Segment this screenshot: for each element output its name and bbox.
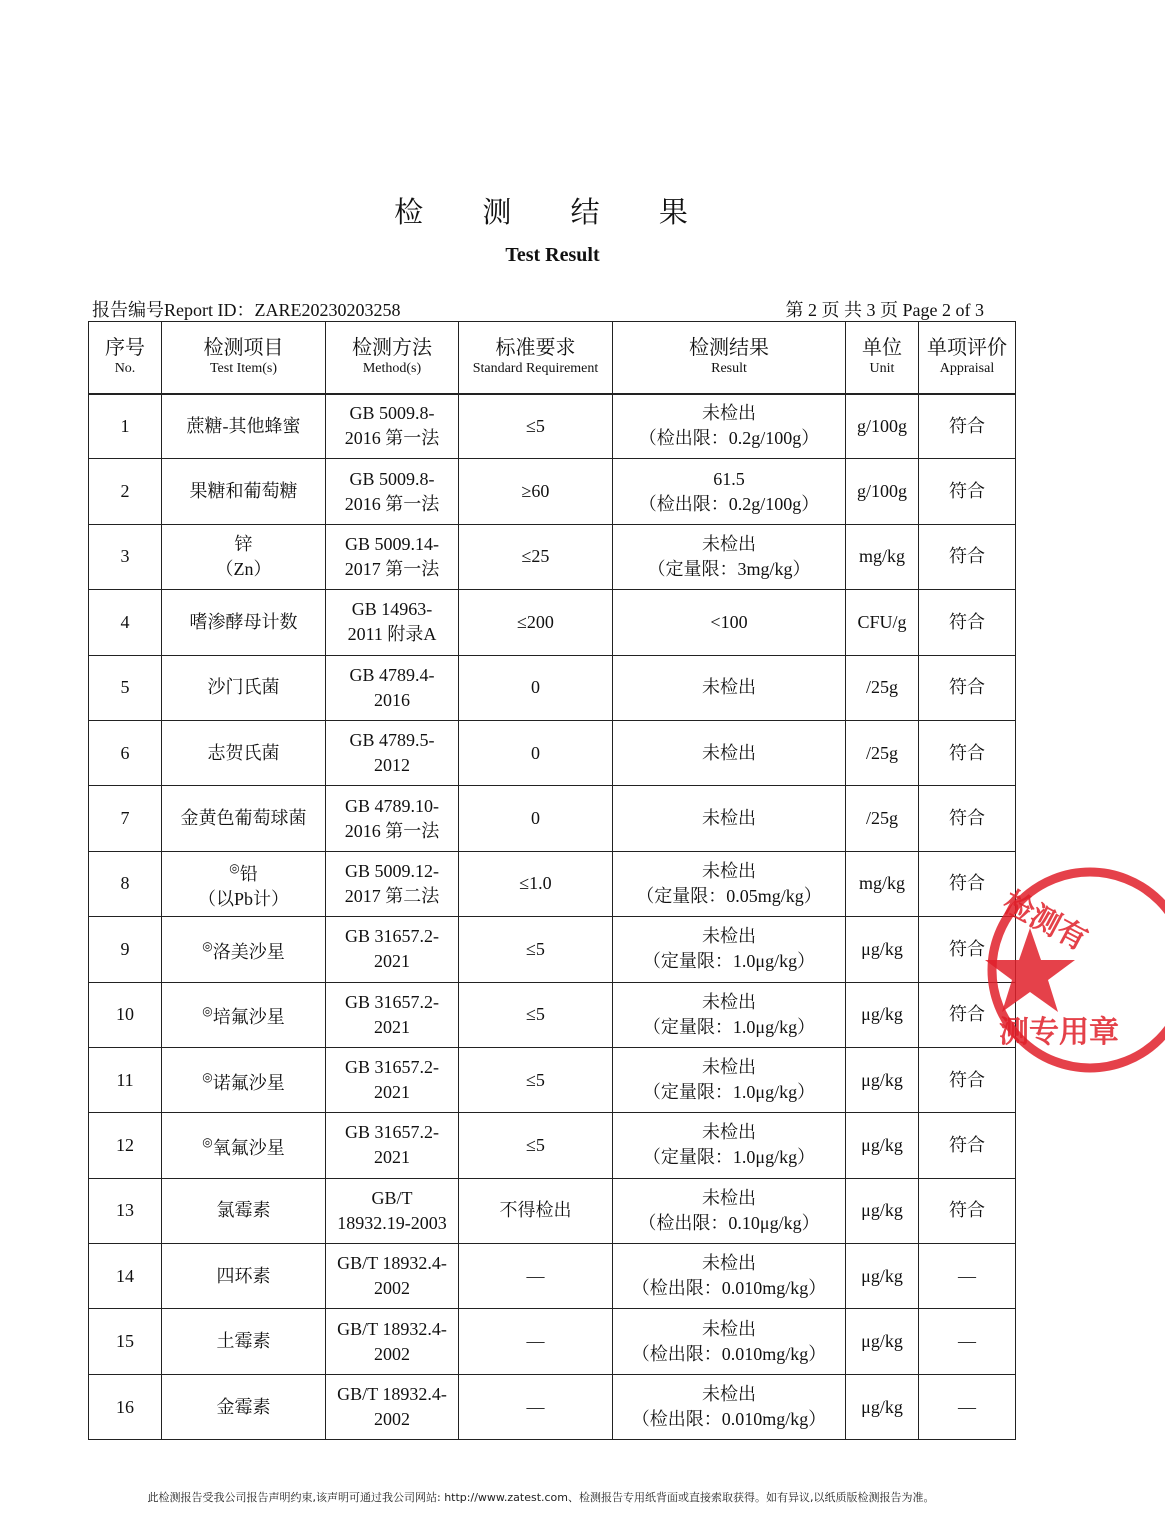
method-line-1: GB 5009.8- [349, 403, 435, 424]
result-limit: （检出限：0.2g/100g） [638, 428, 820, 449]
column-header-cn: 序号 [105, 337, 145, 360]
method-line-2: 2021 [374, 1147, 410, 1168]
result-limit: （定量限：0.05mg/kg） [636, 885, 822, 906]
table-row [89, 982, 1016, 1047]
table-row [89, 1113, 1016, 1178]
cell-standard-requirement: ≥60 [459, 459, 613, 524]
test-item-text: 氧氟沙星 [212, 1137, 285, 1158]
cell-standard-requirement: ≤1.0 [459, 851, 613, 916]
cell-unit: μg/kg [846, 1113, 919, 1178]
cell-test-item [162, 1244, 326, 1309]
cell-result [613, 982, 846, 1047]
result-limit: （定量限：1.0μg/kg） [642, 1147, 816, 1168]
column-header-cn: 检测项目 [203, 337, 284, 360]
cell-no: 5 [89, 655, 162, 720]
method-line-1: GB 31657.2- [345, 991, 439, 1012]
cell-standard-requirement: ≤200 [459, 590, 613, 655]
cell-standard-requirement: ≤5 [459, 1047, 613, 1112]
result-limit: （定量限：1.0μg/kg） [642, 1082, 816, 1103]
test-item-text: 铅 [239, 863, 258, 884]
table-row [89, 590, 1016, 655]
cell-result [613, 1309, 846, 1374]
column-header-en: Test Item(s) [209, 361, 278, 377]
cell-method [326, 917, 459, 982]
result-value: 未检出 [702, 808, 756, 829]
cell-result [613, 524, 846, 589]
method-line-2: 2021 [374, 1016, 410, 1037]
cell-appraisal: 符合 [919, 655, 1016, 720]
cell-no: 1 [89, 394, 162, 459]
column-header-en: Appraisal [939, 361, 995, 377]
column-header [459, 322, 613, 394]
test-item-note: （Zn） [215, 558, 272, 579]
cell-method [326, 720, 459, 785]
cell-no: 11 [89, 1047, 162, 1112]
result-value: 未检出 [702, 403, 756, 424]
cell-unit: g/100g [846, 394, 919, 459]
result-limit: （检出限：0.010mg/kg） [631, 1409, 827, 1430]
cell-result [613, 720, 846, 785]
cell-appraisal: 符合 [919, 1178, 1016, 1243]
cell-result [613, 459, 846, 524]
test-item-name [164, 741, 323, 766]
column-header-en: No. [114, 361, 136, 377]
cell-standard-requirement: — [459, 1244, 613, 1309]
method-line-1: GB 4789.4- [349, 664, 435, 685]
cell-unit: μg/kg [846, 1374, 919, 1439]
cell-test-item [162, 524, 326, 589]
test-item-name [164, 675, 323, 700]
cell-result [613, 590, 846, 655]
column-header-cn: 单项评价 [927, 337, 1007, 360]
cell-method [326, 1047, 459, 1112]
cell-test-item [162, 394, 326, 459]
cell-appraisal: 符合 [919, 917, 1016, 982]
method-line-1: GB 31657.2- [345, 926, 439, 947]
cell-result [613, 1047, 846, 1112]
method-line-2: 2016 第一法 [344, 428, 440, 449]
test-item-text: 果糖和葡萄糖 [189, 481, 298, 502]
cell-no: 4 [89, 590, 162, 655]
method-line-1: GB/T 18932.4- [337, 1384, 447, 1405]
method-line-2: 2012 [374, 755, 410, 776]
cell-standard-requirement: ≤5 [459, 917, 613, 982]
table-row [89, 1178, 1016, 1243]
cell-appraisal: 符合 [919, 459, 1016, 524]
result-value: 未检出 [702, 1253, 756, 1274]
test-item-text: 金霉素 [216, 1396, 271, 1417]
cell-no: 10 [89, 982, 162, 1047]
table-row [89, 917, 1016, 982]
method-line-2: 2016 第一法 [344, 493, 440, 514]
method-line-1: GB 14963- [351, 599, 433, 620]
column-header [162, 322, 326, 394]
column-header-en: Unit [869, 361, 895, 377]
result-value: 未检出 [702, 1057, 756, 1078]
test-item-text: 志贺氏菌 [207, 742, 280, 763]
cell-standard-requirement: 0 [459, 655, 613, 720]
cell-method [326, 1244, 459, 1309]
test-item-name [164, 1395, 323, 1420]
svg-text:检测有: 检测有 [997, 884, 1094, 958]
cell-test-item [162, 1309, 326, 1374]
cell-test-item [162, 1047, 326, 1112]
method-line-2: 2017 第一法 [344, 558, 440, 579]
controlled-mark-icon: ◎ [202, 1134, 213, 1149]
cell-result [613, 851, 846, 916]
table-row [89, 459, 1016, 524]
report-id: 报告编号Report ID：ZARE20230203258 [92, 300, 401, 320]
cell-result [613, 786, 846, 851]
controlled-mark-icon: ◎ [202, 1004, 213, 1019]
column-header [919, 322, 1016, 394]
table-row [89, 1047, 1016, 1112]
test-item-name [164, 856, 323, 887]
cell-appraisal: 符合 [919, 786, 1016, 851]
method-line-2: 18932.19-2003 [337, 1212, 447, 1233]
page-number: 第 2 页 共 3 页 Page 2 of 3 [785, 300, 984, 320]
svg-text:测专用章: 测专用章 [999, 1015, 1119, 1050]
test-item-text: 培氟沙星 [212, 1007, 285, 1028]
table-row [89, 786, 1016, 851]
table-row [89, 1309, 1016, 1374]
cell-appraisal: 符合 [919, 982, 1016, 1047]
test-item-name [164, 1065, 323, 1096]
column-header-en: Result [711, 361, 747, 377]
method-line-2: 2016 [374, 689, 410, 710]
result-limit: （定量限：1.0μg/kg） [642, 1016, 816, 1037]
cell-no: 3 [89, 524, 162, 589]
result-limit: （检出限：0.10μg/kg） [638, 1212, 820, 1233]
cell-unit: μg/kg [846, 1047, 919, 1112]
test-item-text: 嗜渗酵母计数 [189, 611, 298, 632]
test-item-text: 氯霉素 [216, 1200, 271, 1221]
method-line-2: 2021 [374, 1082, 410, 1103]
method-line-1: GB/T 18932.4- [337, 1318, 447, 1339]
test-item-text: 土霉素 [216, 1331, 271, 1352]
cell-appraisal: 符合 [919, 1113, 1016, 1178]
test-item-text: 金黄色葡萄球菌 [180, 808, 307, 829]
test-item-name [164, 934, 323, 965]
method-line-2: 2002 [374, 1409, 410, 1430]
cell-test-item [162, 1178, 326, 1243]
cell-test-item [162, 982, 326, 1047]
result-value: 未检出 [702, 1187, 756, 1208]
method-line-2: 2002 [374, 1278, 410, 1299]
cell-test-item [162, 1374, 326, 1439]
test-item-name [164, 1198, 323, 1223]
company-seal-stamp [985, 860, 1165, 1080]
controlled-mark-icon: ◎ [202, 938, 213, 953]
cell-result [613, 1178, 846, 1243]
cell-result [613, 655, 846, 720]
table-row [89, 1244, 1016, 1309]
cell-no: 8 [89, 851, 162, 916]
cell-test-item [162, 1113, 326, 1178]
method-line-1: GB 4789.10- [345, 795, 439, 816]
cell-test-item [162, 459, 326, 524]
test-item-name [164, 479, 323, 504]
column-header-en: Method(s) [362, 361, 422, 377]
result-value: 未检出 [702, 677, 756, 698]
result-value: 未检出 [702, 1318, 756, 1339]
test-item-note: （以Pb计） [197, 888, 289, 909]
cell-unit: μg/kg [846, 982, 919, 1047]
cell-no: 14 [89, 1244, 162, 1309]
cell-test-item [162, 851, 326, 916]
result-limit: （定量限：3mg/kg） [647, 558, 811, 579]
page-title: 检 测 结 果 [394, 197, 714, 229]
cell-method [326, 1113, 459, 1178]
cell-unit: μg/kg [846, 1309, 919, 1374]
cell-method [326, 1178, 459, 1243]
test-item-name [164, 532, 323, 557]
method-line-2: 2017 第二法 [344, 885, 440, 906]
column-header-cn: 标准要求 [495, 337, 576, 360]
result-value: <100 [710, 611, 748, 632]
cell-appraisal: 符合 [919, 720, 1016, 785]
footer-disclaimer: 此检测报告受我公司报告声明约束,该声明可通过我公司网站: http://www.zatest.com、检测报告专用纸背面或直接索取获得。如有异议,以纸质版检测报告为准。 [147, 1491, 935, 1504]
cell-appraisal: 符合 [919, 524, 1016, 589]
table-row [89, 720, 1016, 785]
cell-appraisal: — [919, 1374, 1016, 1439]
column-header [89, 322, 162, 394]
cell-unit: μg/kg [846, 1244, 919, 1309]
cell-method [326, 1309, 459, 1374]
result-limit: （检出限：0.2g/100g） [638, 493, 820, 514]
table-row [89, 394, 1016, 459]
cell-standard-requirement: 0 [459, 720, 613, 785]
cell-method [326, 590, 459, 655]
cell-unit: CFU/g [846, 590, 919, 655]
method-line-1: GB 5009.8- [349, 468, 435, 489]
cell-method [326, 982, 459, 1047]
result-limit: （定量限：1.0μg/kg） [642, 951, 816, 972]
cell-standard-requirement: — [459, 1374, 613, 1439]
table-header-row [89, 322, 1016, 394]
test-item-text: 沙门氏菌 [207, 677, 280, 698]
test-item-name [164, 1329, 323, 1354]
test-item-text: 诺氟沙星 [212, 1072, 285, 1093]
cell-test-item [162, 720, 326, 785]
cell-result [613, 1113, 846, 1178]
cell-standard-requirement: 不得检出 [459, 1178, 613, 1243]
method-line-2: 2002 [374, 1343, 410, 1364]
cell-standard-requirement: — [459, 1309, 613, 1374]
method-line-1: GB 31657.2- [345, 1057, 439, 1078]
cell-unit: /25g [846, 786, 919, 851]
cell-test-item [162, 917, 326, 982]
cell-no: 16 [89, 1374, 162, 1439]
test-item-name [164, 806, 323, 831]
result-value: 61.5 [713, 468, 745, 489]
table-row [89, 851, 1016, 916]
cell-appraisal: 符合 [919, 590, 1016, 655]
cell-no: 2 [89, 459, 162, 524]
cell-appraisal: 符合 [919, 1047, 1016, 1112]
cell-method [326, 851, 459, 916]
cell-method [326, 1374, 459, 1439]
result-value: 未检出 [702, 533, 756, 554]
cell-unit: g/100g [846, 459, 919, 524]
cell-unit: μg/kg [846, 917, 919, 982]
controlled-mark-icon: ◎ [202, 1069, 213, 1084]
method-line-2: 2021 [374, 951, 410, 972]
test-item-name [164, 610, 323, 635]
result-value: 未检出 [702, 991, 756, 1012]
cell-method [326, 786, 459, 851]
cell-test-item [162, 786, 326, 851]
column-header [846, 322, 919, 394]
cell-result [613, 1374, 846, 1439]
cell-unit: /25g [846, 655, 919, 720]
result-limit: （检出限：0.010mg/kg） [631, 1343, 827, 1364]
result-value: 未检出 [702, 860, 756, 881]
cell-method [326, 394, 459, 459]
cell-no: 9 [89, 917, 162, 982]
method-line-2: 2011 附录A [347, 624, 437, 645]
cell-test-item [162, 590, 326, 655]
cell-appraisal: 符合 [919, 851, 1016, 916]
method-line-1: GB/T 18932.4- [337, 1253, 447, 1274]
cell-unit: μg/kg [846, 1178, 919, 1243]
column-header-cn: 单位 [862, 337, 902, 360]
cell-method [326, 459, 459, 524]
cell-result [613, 1244, 846, 1309]
column-header-en: Standard Requirement [472, 361, 599, 377]
cell-no: 6 [89, 720, 162, 785]
cell-result [613, 394, 846, 459]
cell-unit: mg/kg [846, 851, 919, 916]
test-item-name [164, 999, 323, 1030]
controlled-mark-icon: ◎ [229, 860, 240, 875]
table-row [89, 655, 1016, 720]
method-line-1: GB 4789.5- [349, 730, 435, 751]
method-line-2: 2016 第一法 [344, 820, 440, 841]
result-value: 未检出 [702, 742, 756, 763]
column-header-cn: 检测方法 [352, 337, 432, 360]
method-line-1: GB 5009.14- [345, 533, 439, 554]
test-item-text: 锌 [234, 533, 253, 554]
table-row [89, 524, 1016, 589]
cell-result [613, 917, 846, 982]
cell-unit: /25g [846, 720, 919, 785]
cell-standard-requirement: ≤5 [459, 394, 613, 459]
column-header-cn: 检测结果 [689, 337, 769, 360]
result-value: 未检出 [702, 1384, 756, 1405]
method-line-1: GB/T [371, 1187, 413, 1208]
cell-standard-requirement: 0 [459, 786, 613, 851]
method-line-1: GB 31657.2- [345, 1122, 439, 1143]
test-item-text: 蔗糖-其他蜂蜜 [186, 415, 301, 436]
cell-standard-requirement: ≤25 [459, 524, 613, 589]
cell-no: 7 [89, 786, 162, 851]
cell-standard-requirement: ≤5 [459, 982, 613, 1047]
cell-test-item [162, 655, 326, 720]
result-limit: （检出限：0.010mg/kg） [631, 1278, 827, 1299]
cell-appraisal: — [919, 1244, 1016, 1309]
test-item-text: 四环素 [216, 1265, 271, 1286]
cell-appraisal: — [919, 1309, 1016, 1374]
result-value: 未检出 [702, 926, 756, 947]
cell-standard-requirement: ≤5 [459, 1113, 613, 1178]
page-subtitle: Test Result [505, 244, 600, 266]
test-item-name [164, 414, 323, 439]
table-row [89, 1374, 1016, 1439]
cell-no: 13 [89, 1178, 162, 1243]
test-item-name [164, 1130, 323, 1161]
test-item-name [164, 1264, 323, 1289]
result-value: 未检出 [702, 1122, 756, 1143]
column-header [326, 322, 459, 394]
cell-appraisal: 符合 [919, 394, 1016, 459]
cell-no: 12 [89, 1113, 162, 1178]
test-result-table [88, 321, 1016, 1440]
method-line-1: GB 5009.12- [345, 860, 439, 881]
cell-no: 15 [89, 1309, 162, 1374]
test-item-text: 洛美沙星 [212, 941, 285, 962]
cell-method [326, 524, 459, 589]
cell-method [326, 655, 459, 720]
column-header [613, 322, 846, 394]
cell-unit: mg/kg [846, 524, 919, 589]
